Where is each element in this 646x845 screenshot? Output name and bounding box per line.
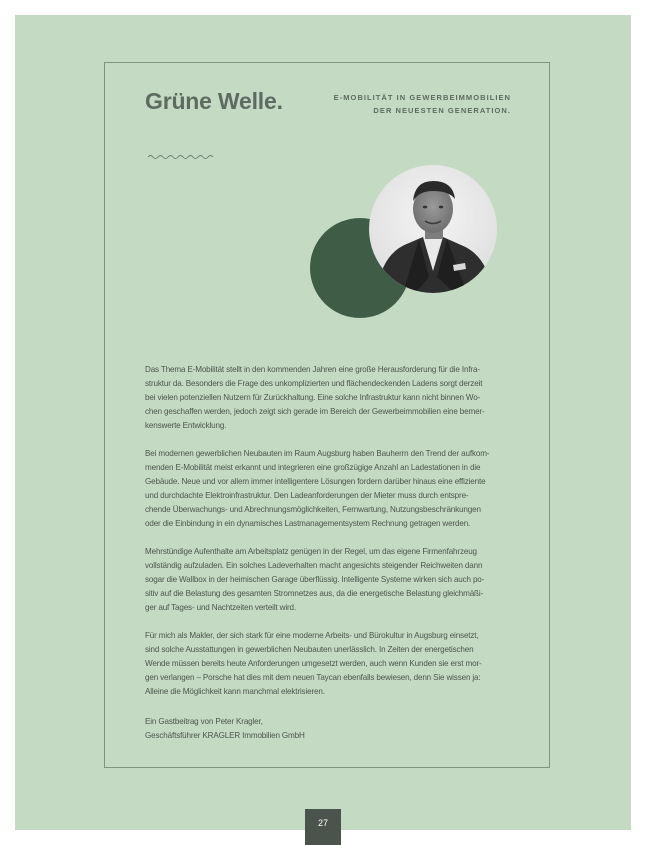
paragraph [145,363,511,433]
text-line: struktur da. Besonders die Frage des unkomplizierten und flächendeckenden Ladens sorgt derzeit [145,379,483,389]
text-line: chen geschaffen werden, jedoch zeigt sich gerade im Bereich der Gewerbeimmobilien eine bemer- [145,407,485,417]
paragraph [145,629,511,699]
page-title: Grüne Welle. [145,88,283,114]
text-line: sogar die Wallbox in der heimischen Garage überflüssig. Intelligente Systeme wirken sich auch po- [145,575,485,585]
text-line: oder die Einbindung in ein dynamisches Lastmanagementsystem Rechnung getragen werden. [145,519,471,529]
page-subtitle [300,92,511,117]
text-line: sind solche Ausstattungen in gewerblichen Neubauten unerlässlich. In Zeiten der energetischen [145,645,474,655]
text-line: gen verlangen – Porsche hat dies mit dem neuen Taycan ebenfalls bewiesen, denn Sie wissen ja: [145,673,481,683]
text-line: chende Überwachungs- und Abrechnungsmöglichkeiten, Fernwartung, Nutzungsbeschränkungen [145,505,481,515]
text-line: Mehrstündige Aufenthalte am Arbeitsplatz genügen in der Regel, um das eigene Firmenfahrzeug [145,547,477,557]
paragraph [145,447,511,532]
article-body [145,363,511,713]
text-line: bei vielen potenziellen Nutzern für Zurückhaltung. Eine solche Infrastruktur kann nicht binnen Wo- [145,393,481,403]
text-line: vollständig aufzuladen. Ein solches Ladeverhalten macht angesichts steigender Reichweiten dann [145,561,483,571]
text-line: Das Thema E-Mobilität stellt in den kommenden Jahren eine große Herausforderung für die Infra- [145,365,480,374]
text-line: sitiv auf die Belastung des gesamten Stromnetzes aus, da die energetische Belastung gleichmäßi- [145,589,484,599]
text-line: kenswerte Entwicklung. [145,421,227,431]
wave-ornament [147,152,215,162]
author-signature [145,715,305,743]
paragraph [145,545,511,615]
text-line: ger auf Tages- und Nachtzeiten verteilt wird. [145,603,297,613]
text-line: Für mich als Makler, der sich stark für eine moderne Arbeits- und Bürokultur in Augsburg einsetzt, [145,631,479,640]
text-line: und durchdachte Elektroinfrastruktur. Den Ladeanforderungen der Mieter muss durch entspre- [145,491,469,501]
portrait-photo [369,165,497,293]
text-line: Gebäude. Neue und vor allem immer intelligentere Lösungen fordern darüber hinaus eine effiziente [145,477,486,487]
text-line: Bei modernen gewerblichen Neubauten im Raum Augsburg haben Bauherrn den Trend der aufkom- [145,448,490,458]
signature-line: Ein Gastbeitrag von Peter Kragler, [145,717,263,726]
text-line: menden E-Mobilität meist erkannt und integrieren eine großzügige Anzahl an Ladestationen in die [145,463,481,473]
signature-line: Geschäftsführer KRAGLER Immobilien GmbH [145,731,305,741]
text-line: Wende müssen bereits heute Anforderungen umgesetzt werden, auch wenn Kunden sie erst mor- [145,659,482,669]
subtitle-line: E-MOBILITÄT IN GEWERBEIMMOBILIEN [333,93,511,102]
text-line: Alleine die Möglichkeit kann manchmal elektrisieren. [145,687,325,697]
subtitle-line: DER NEUESTEN GENERATION. [373,105,511,115]
page-number: 27 [305,809,341,845]
